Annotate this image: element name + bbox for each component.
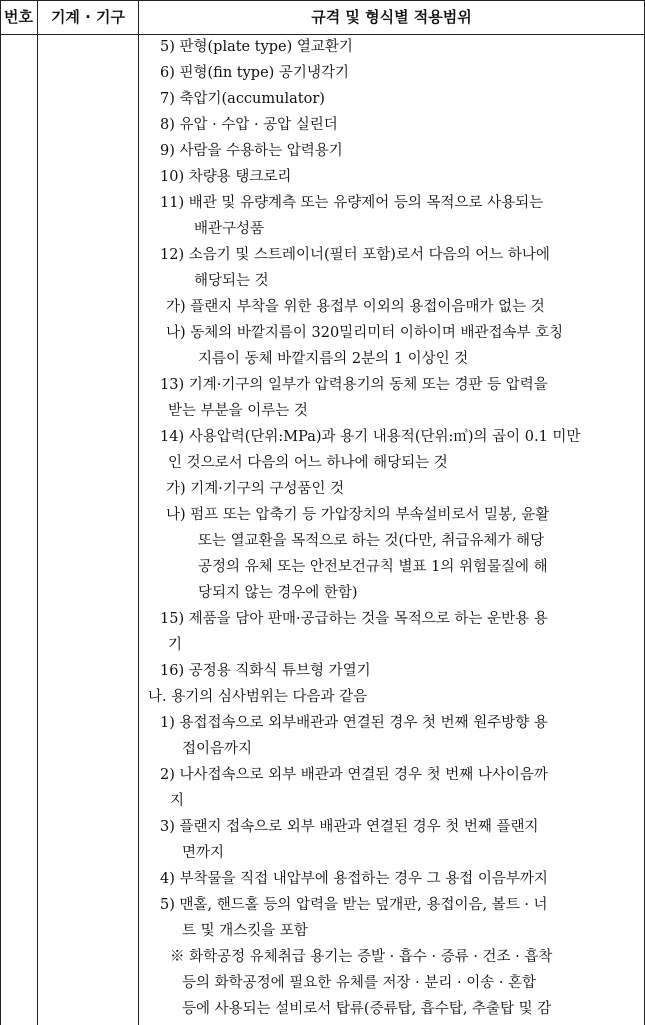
scope-line: 가) 플랜지 부착을 위한 용접부 이외의 용접이음매가 없는 것 <box>166 299 545 315</box>
column-divider-1 <box>37 0 38 1025</box>
scope-line: 14) 사용압력(단위:MPa)과 용기 내용적(단위:㎥)의 곱이 0.1 미만 <box>160 429 581 445</box>
scope-line: 8) 유압 · 수압 · 공압 실린더 <box>160 117 338 133</box>
scope-line: 1) 용접접속으로 외부배관과 연결된 경우 첫 번째 원주방향 용 <box>160 715 548 731</box>
scope-line: 나) 동체의 바깥지름이 320밀리미터 이하이며 배관접속부 호칭 <box>166 325 564 341</box>
scope-line: 트 및 개스킷을 포함 <box>182 923 308 939</box>
scope-line: 배관구성품 <box>194 221 265 237</box>
scope-line: 나) 펌프 또는 압축기 등 가압장치의 부속설비로서 밀봉, 윤활 <box>166 507 550 523</box>
scope-line: 해당되는 것 <box>194 273 269 289</box>
scope-line: 가) 기계·기구의 구성품인 것 <box>166 481 345 497</box>
scope-line: 등의 화학공정에 필요한 유체를 저장 · 분리 · 이송 · 혼합 <box>182 975 537 991</box>
header-machine: 기계 · 기구 <box>50 8 126 26</box>
scope-line: 2) 나사접속으로 외부 배관과 연결된 경우 첫 번째 나사이음까 <box>160 767 548 783</box>
header-scope: 규격 및 형식별 적용범위 <box>311 8 472 26</box>
scope-line: 등에 사용되는 설비로서 탑류(증류탑, 흡수탑, 추출탑 및 감 <box>182 1001 552 1017</box>
scope-line: 5) 맨홀, 핸드홀 등의 압력을 받는 덮개판, 용접이음, 볼트 · 너 <box>160 897 548 913</box>
column-divider-2 <box>138 0 139 1025</box>
scope-line: 5) 판형(plate type) 열교환기 <box>160 39 353 55</box>
scope-line: 기 <box>168 637 183 653</box>
scope-line: 당되지 않는 경우에 한함) <box>198 585 358 601</box>
scope-line: 16) 공정용 직화식 튜브형 가열기 <box>160 663 371 679</box>
scope-line: 10) 차량용 탱크로리 <box>160 169 292 185</box>
table-left-border <box>0 0 1 1025</box>
scope-line: 11) 배관 및 유량계측 또는 유량제어 등의 목적으로 사용되는 <box>160 195 544 211</box>
scope-line: 면까지 <box>182 845 225 861</box>
scope-line: 3) 플랜지 접속으로 외부 배관과 연결된 경우 첫 번째 플랜지 <box>160 819 539 835</box>
scope-line: 15) 제품을 담아 판매·공급하는 것을 목적으로 하는 운반용 용 <box>160 611 548 627</box>
scope-line: 접이음까지 <box>182 741 253 757</box>
scope-line: 12) 소음기 및 스트레이너(필터 포함)로서 다음의 어느 하나에 <box>160 247 550 263</box>
scope-line: 지 <box>170 793 185 809</box>
scope-line: 지름이 동체 바깥지름의 2분의 1 이상인 것 <box>198 351 469 367</box>
scope-line: 공정의 유체 또는 안전보건규칙 별표 1의 위험물질에 해 <box>198 559 548 575</box>
scope-line: 13) 기계·기구의 일부가 압력용기의 동체 또는 경판 등 압력을 <box>160 377 548 393</box>
scope-line: 6) 핀형(fin type) 공기냉각기 <box>160 65 349 81</box>
scope-line: 7) 축압기(accumulator) <box>160 91 325 107</box>
scope-line: ※ 화학공정 유체취급 용기는 증발 · 흡수 · 증류 · 건조 · 흡착 <box>170 949 553 965</box>
scope-line: 또는 열교환을 목적으로 하는 것(다만, 취급유체가 해당 <box>198 533 545 549</box>
scope-line: 나. 용기의 심사범위는 다음과 같음 <box>148 689 368 705</box>
scope-line: 9) 사람을 수용하는 압력용기 <box>160 143 343 159</box>
scope-line: 받는 부분을 이루는 것 <box>168 403 308 419</box>
scope-line: 인 것으로서 다음의 어느 하나에 해당되는 것 <box>168 455 448 471</box>
header-number: 번호 <box>4 8 33 26</box>
scope-line: 4) 부착물을 직접 내압부에 용접하는 경우 그 용접 이음부까지 <box>160 871 548 887</box>
